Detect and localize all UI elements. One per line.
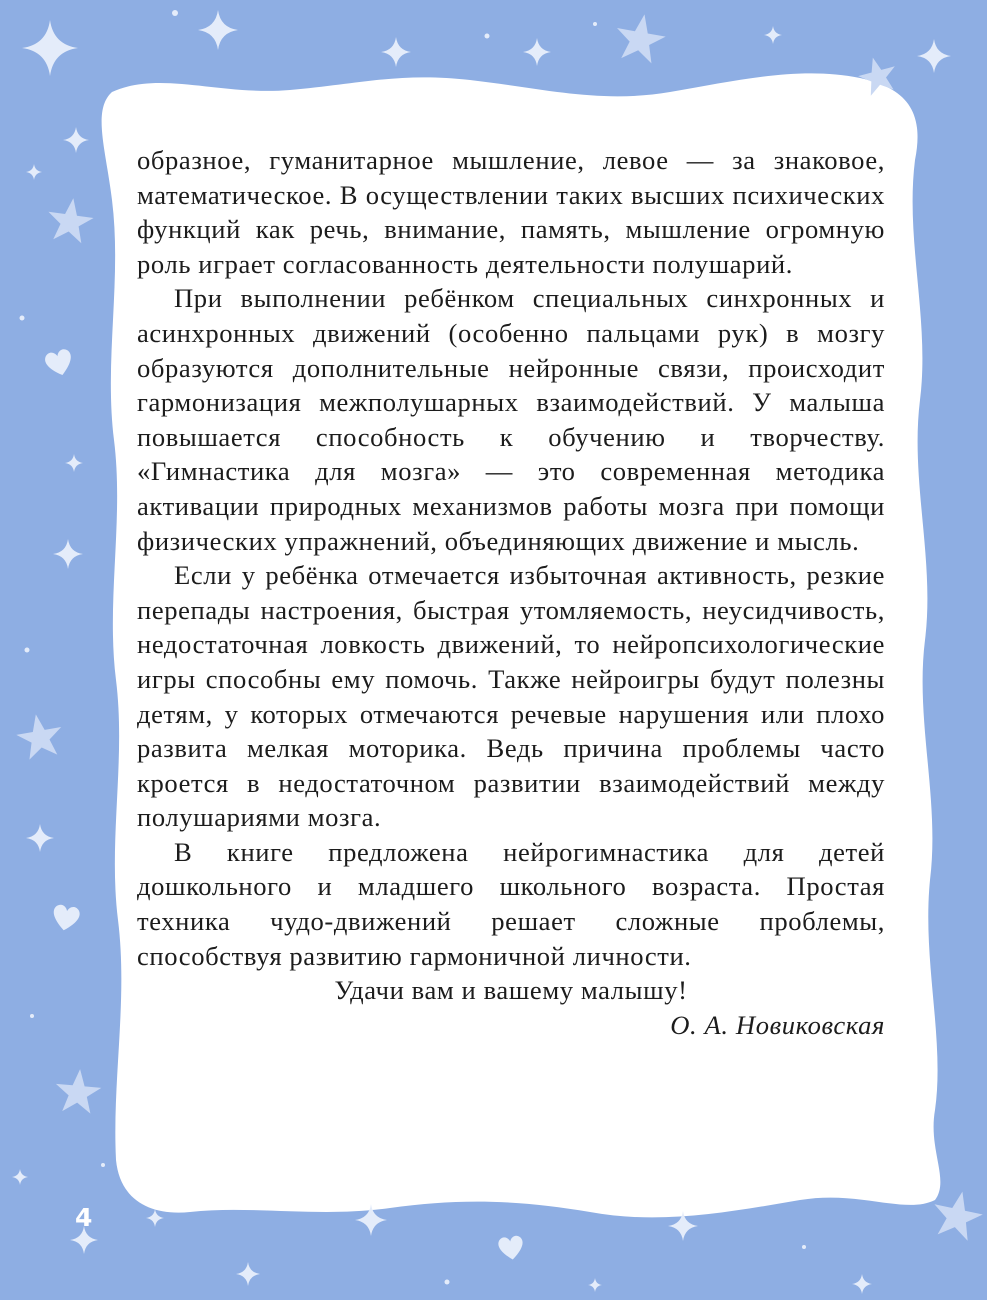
paragraph-3: Если у ребёнка отмечается избыточная активность, резкие перепады настроения, быстрая утомляемость, неусидчивость, недостаточная ловкость движений, то нейропсихологические игры способны ему помочь. Также нейроигры будут полезны детям, у которых отмечаются речевые нарушения или плохо развита мелкая моторика. Ведь причина проблемы часто кроется в недостаточном развитии взаимодействий между полушариями мозга. (137, 560, 885, 833)
page-number: 4 (75, 1203, 93, 1232)
body-text (137, 143, 885, 1042)
closing-wish: Удачи вам и вашему малышу! (334, 975, 688, 1006)
paragraph-1: образное, гуманитарное мышление, левое — за знаковое, математическое. В осуществлении таких высших психических функций как речь, внимание, память, мышление огромную роль играет согласованность деятельности полушарий. (137, 145, 885, 279)
paragraph-4: В книге предложена нейрогимнастика для детей дошкольного и младшего школьного возраста. Простая техника чудо-движений решает сложные проблемы, способствуя развитию гармоничной личности. (137, 836, 885, 971)
author-signature: О. А. Новиковская (670, 1009, 885, 1040)
paragraph-2: При выполнении ребёнком специальных синхронных и асинхронных движений (особенно пальцами рук) в мозгу образуются дополнительные нейронные связи, происходит гармонизация межполушарных взаимодействий. У малыша повышается способность к обучению и творчеству. «Гимнастика для мозга» — это современная методика активации природных механизмов работы мозга при помощи физических упражнений, объединяющих движение и мысль. (137, 283, 885, 556)
